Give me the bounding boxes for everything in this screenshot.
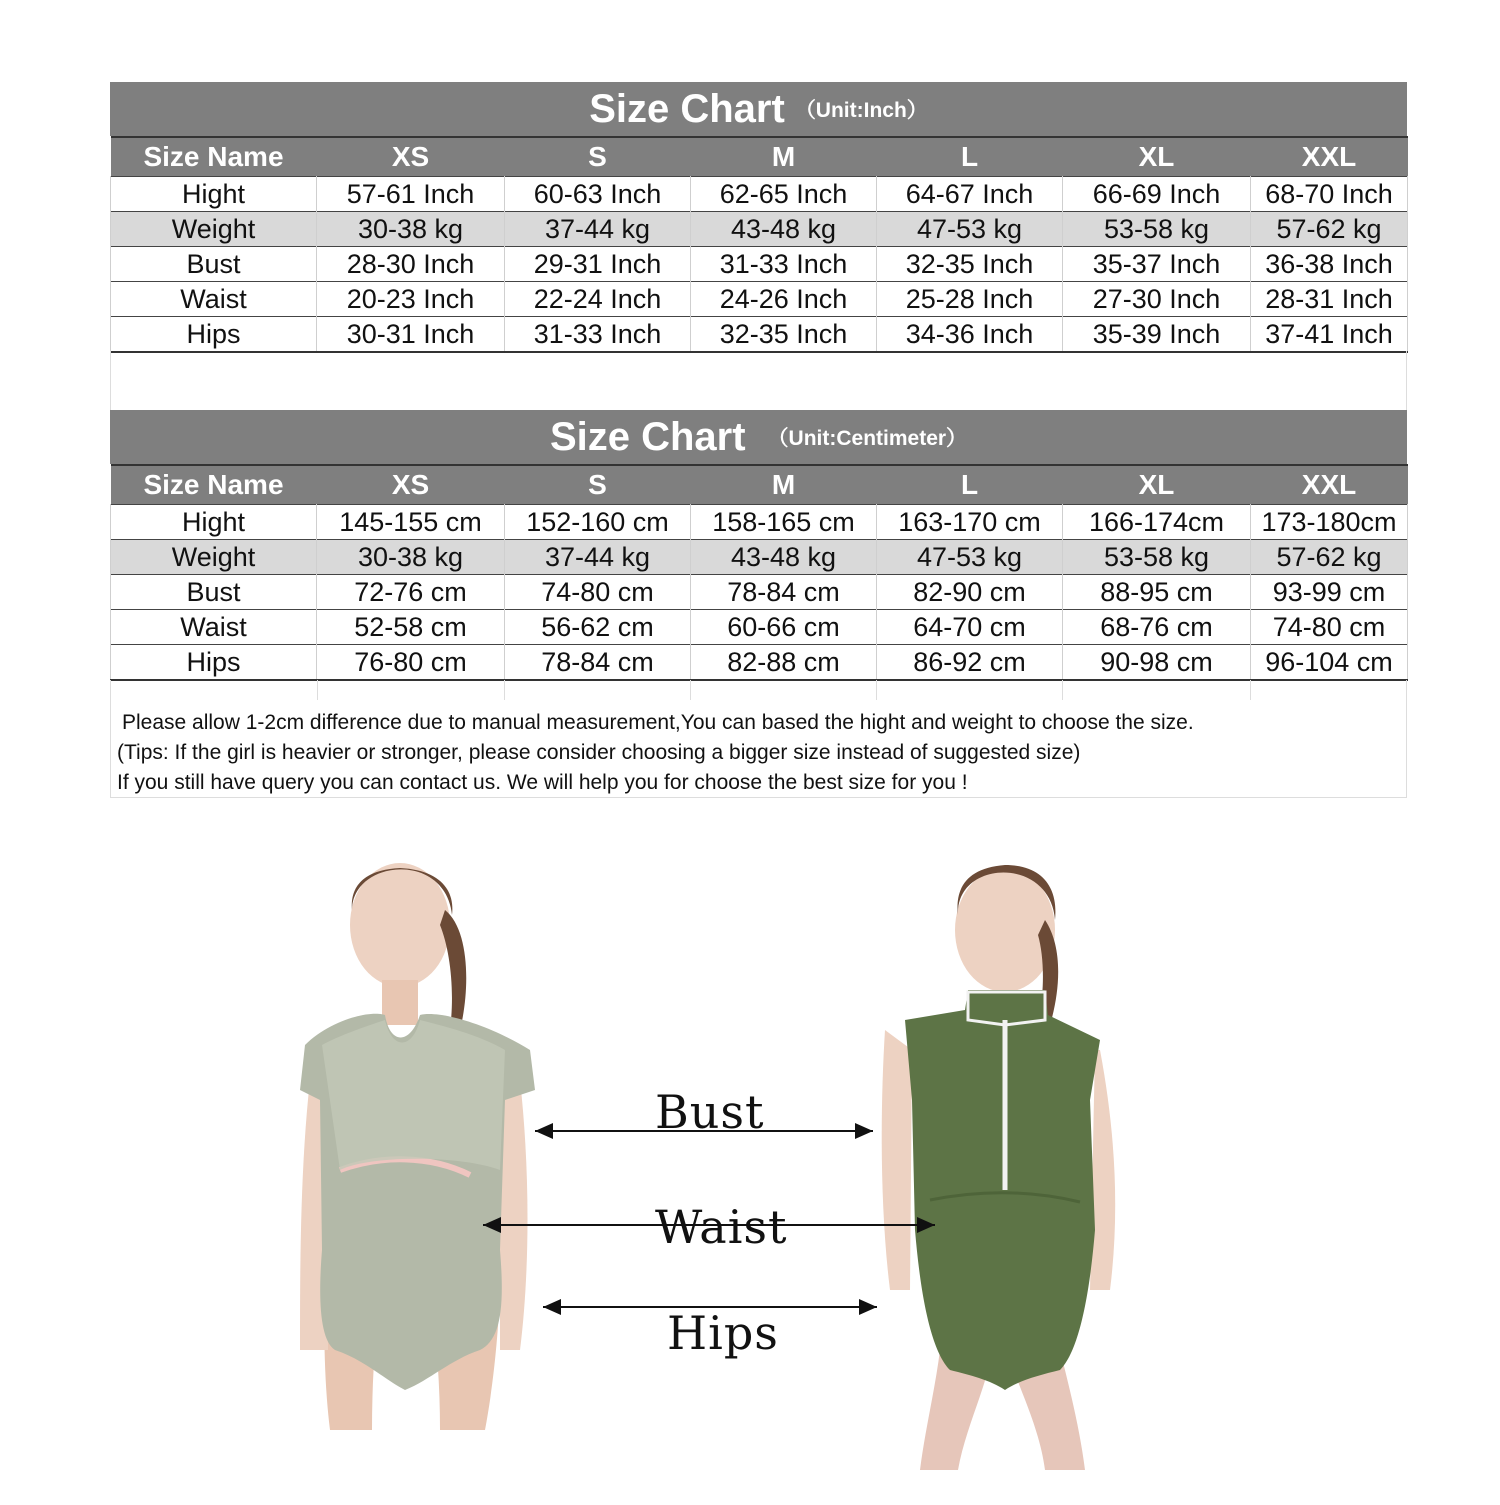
table-cell: 31-33 Inch	[691, 247, 877, 282]
header-cell: XS	[317, 465, 505, 505]
header-cell: S	[505, 137, 691, 177]
table-cell: 64-67 Inch	[877, 177, 1063, 212]
size-chart-centimeter	[110, 410, 1407, 681]
table-cell: 74-80 cm	[505, 575, 691, 610]
table-cell: 145-155 cm	[317, 505, 505, 540]
table-row	[111, 212, 1408, 247]
table-cell: 47-53 kg	[877, 540, 1063, 575]
table-cell: 32-35 Inch	[691, 317, 877, 353]
model-right	[882, 865, 1115, 1470]
hips-label: Hips	[667, 1306, 779, 1360]
table-cell: 43-48 kg	[691, 540, 877, 575]
table-cell: 53-58 kg	[1063, 212, 1251, 247]
row-label: Hight	[111, 177, 317, 212]
table-cell: 37-44 kg	[505, 540, 691, 575]
table-row	[111, 575, 1408, 610]
table-cell: 152-160 cm	[505, 505, 691, 540]
table-header-row	[111, 137, 1408, 177]
table-spacer	[110, 351, 1407, 410]
row-label: Weight	[111, 212, 317, 247]
table-cell: 78-84 cm	[691, 575, 877, 610]
table-cell: 24-26 Inch	[691, 282, 877, 317]
table-header-row	[111, 465, 1408, 505]
table-cell: 72-76 cm	[317, 575, 505, 610]
table-cell: 76-80 cm	[317, 645, 505, 681]
table-cell: 173-180cm	[1251, 505, 1408, 540]
note-line: (Tips: If the girl is heavier or stronger, please consider choosing a bigger size instead of suggested size)	[117, 741, 1081, 764]
table-row	[111, 282, 1408, 317]
table-cell: 78-84 cm	[505, 645, 691, 681]
table-cell: 30-38 kg	[317, 540, 505, 575]
table-cell: 53-58 kg	[1063, 540, 1251, 575]
table-cell: 163-170 cm	[877, 505, 1063, 540]
table-cell: 62-65 Inch	[691, 177, 877, 212]
table-cell: 25-28 Inch	[877, 282, 1063, 317]
table-cell: 68-76 cm	[1063, 610, 1251, 645]
header-cell: XS	[317, 137, 505, 177]
measurement-illustration	[0, 830, 1500, 1500]
header-cell: M	[691, 465, 877, 505]
table-cell: 158-165 cm	[691, 505, 877, 540]
table-cell: 57-61 Inch	[317, 177, 505, 212]
table-cell: 57-62 kg	[1251, 212, 1408, 247]
table-cell: 32-35 Inch	[877, 247, 1063, 282]
header-cell: S	[505, 465, 691, 505]
chart-unit: （Unit:Centimeter）	[767, 427, 968, 450]
table-cell: 47-53 kg	[877, 212, 1063, 247]
table-cell: 20-23 Inch	[317, 282, 505, 317]
table-row	[111, 610, 1408, 645]
table-row	[111, 540, 1408, 575]
header-cell: M	[691, 137, 877, 177]
table-row	[111, 505, 1408, 540]
table-cell: 60-63 Inch	[505, 177, 691, 212]
table-cell: 35-37 Inch	[1063, 247, 1251, 282]
table-cell: 35-39 Inch	[1063, 317, 1251, 353]
table-cell: 56-62 cm	[505, 610, 691, 645]
table-cell: 93-99 cm	[1251, 575, 1408, 610]
table-cell: 88-95 cm	[1063, 575, 1251, 610]
table-cell: 96-104 cm	[1251, 645, 1408, 681]
size-table-inch	[110, 136, 1408, 353]
table-cell: 28-30 Inch	[317, 247, 505, 282]
table-cell: 36-38 Inch	[1251, 247, 1408, 282]
size-notes	[110, 700, 1407, 798]
row-label: Hips	[111, 645, 317, 681]
table-empty-row	[110, 680, 1407, 700]
table-cell: 31-33 Inch	[505, 317, 691, 353]
size-table-centimeter	[110, 464, 1408, 681]
header-cell: Size Name	[111, 137, 317, 177]
table-row	[111, 317, 1408, 353]
table-cell: 29-31 Inch	[505, 247, 691, 282]
table-cell: 43-48 kg	[691, 212, 877, 247]
header-cell: L	[877, 465, 1063, 505]
table-cell: 30-38 kg	[317, 212, 505, 247]
table-cell: 22-24 Inch	[505, 282, 691, 317]
chart-title: Size Chart	[549, 414, 746, 459]
table-cell: 64-70 cm	[877, 610, 1063, 645]
table-cell: 28-31 Inch	[1251, 282, 1408, 317]
chart-unit: （Unit:Inch）	[794, 99, 928, 122]
header-cell: Size Name	[111, 465, 317, 505]
waist-label: Waist	[655, 1200, 788, 1254]
table-cell: 60-66 cm	[691, 610, 877, 645]
table-row	[111, 177, 1408, 212]
bust-label: Bust	[655, 1085, 765, 1139]
row-label: Bust	[111, 247, 317, 282]
header-cell: XXL	[1251, 137, 1408, 177]
table-cell: 37-41 Inch	[1251, 317, 1408, 353]
header-cell: L	[877, 137, 1063, 177]
size-chart-inch	[110, 82, 1407, 353]
table-cell: 30-31 Inch	[317, 317, 505, 353]
table-row	[111, 247, 1408, 282]
table-cell: 37-44 kg	[505, 212, 691, 247]
row-label: Bust	[111, 575, 317, 610]
table-cell: 68-70 Inch	[1251, 177, 1408, 212]
chart-title: Size Chart	[589, 86, 785, 131]
table-cell: 57-62 kg	[1251, 540, 1408, 575]
note-line: If you still have query you can contact us. We will help you for choose the best size for you !	[117, 771, 968, 794]
row-label: Waist	[111, 610, 317, 645]
table-cell: 52-58 cm	[317, 610, 505, 645]
note-line: Please allow 1-2cm difference due to manual measurement,You can based the hight and weight to choose the size.	[122, 711, 1194, 734]
table-cell: 34-36 Inch	[877, 317, 1063, 353]
header-cell: XL	[1063, 465, 1251, 505]
table-cell: 74-80 cm	[1251, 610, 1408, 645]
chart-title-bar	[110, 410, 1407, 464]
header-cell: XL	[1063, 137, 1251, 177]
model-left	[300, 863, 535, 1430]
models-graphic	[0, 830, 1500, 1500]
table-cell: 27-30 Inch	[1063, 282, 1251, 317]
table-cell: 86-92 cm	[877, 645, 1063, 681]
row-label: Weight	[111, 540, 317, 575]
table-cell: 166-174cm	[1063, 505, 1251, 540]
table-cell: 82-90 cm	[877, 575, 1063, 610]
table-cell: 66-69 Inch	[1063, 177, 1251, 212]
chart-title-bar	[110, 82, 1407, 136]
table-cell: 90-98 cm	[1063, 645, 1251, 681]
header-cell: XXL	[1251, 465, 1408, 505]
table-row	[111, 645, 1408, 681]
table-cell: 82-88 cm	[691, 645, 877, 681]
row-label: Hight	[111, 505, 317, 540]
row-label: Hips	[111, 317, 317, 353]
row-label: Waist	[111, 282, 317, 317]
